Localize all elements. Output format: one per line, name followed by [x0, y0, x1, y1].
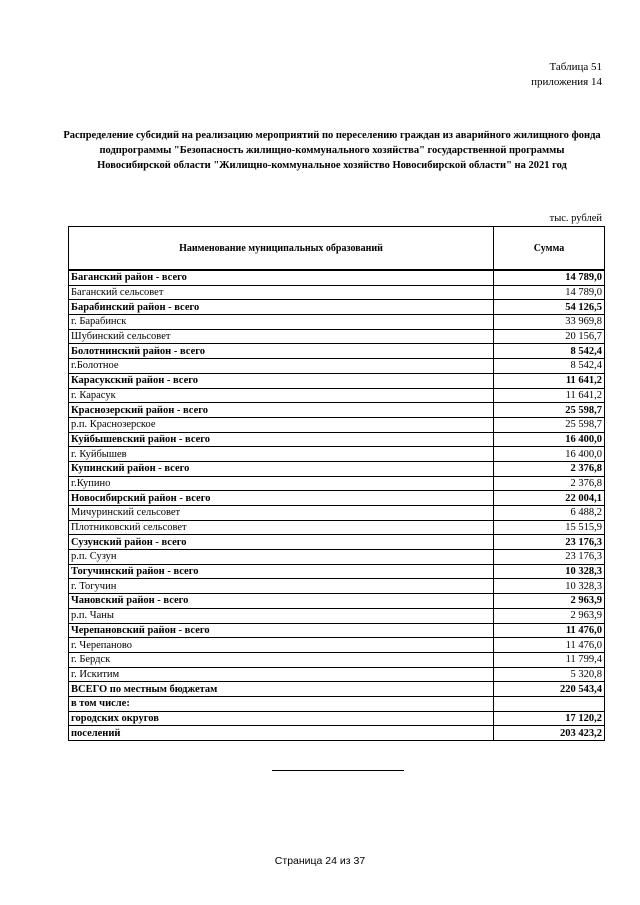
row-sum-cell: 2 376,8 — [494, 461, 605, 476]
row-name-cell: Куйбышевский район - всего — [69, 432, 494, 447]
row-name-cell: Мичуринский сельсовет — [69, 506, 494, 521]
row-name-cell: г. Барабинск — [69, 315, 494, 330]
row-name-cell: г. Тогучин — [69, 579, 494, 594]
table-row — [69, 638, 605, 653]
row-sum-cell: 11 641,2 — [494, 388, 605, 403]
row-name-cell: Плотниковский сельсовет — [69, 520, 494, 535]
divider-line — [272, 770, 404, 771]
row-sum-cell: 54 126,5 — [494, 300, 605, 315]
row-sum-cell: 25 598,7 — [494, 417, 605, 432]
row-sum-cell: 11 641,2 — [494, 373, 605, 388]
table-row — [69, 579, 605, 594]
table-row — [69, 696, 605, 711]
row-sum-cell: 11 799,4 — [494, 652, 605, 667]
table-row — [69, 564, 605, 579]
row-name-cell: г. Черепаново — [69, 638, 494, 653]
row-sum-cell: 22 004,1 — [494, 491, 605, 506]
row-name-cell: поселений — [69, 726, 494, 741]
table-row — [69, 520, 605, 535]
table-row — [69, 667, 605, 682]
row-sum-cell: 8 542,4 — [494, 359, 605, 374]
table-row — [69, 300, 605, 315]
document-title: Распределение субсидий на реализацию мероприятий по переселению граждан из аварийного жилищного фонда подпрограммы "Безопасность жилищно-коммунального хозяйства" государственной программы Новосибирской области "Жилищно-коммунальное хозяйство Новосибирской области" на 2021 год — [63, 130, 601, 171]
table-row — [69, 476, 605, 491]
row-sum-cell: 6 488,2 — [494, 506, 605, 521]
table-row — [69, 726, 605, 741]
row-name-cell: в том числе: — [69, 696, 494, 711]
row-sum-cell: 23 176,3 — [494, 535, 605, 550]
table-row — [69, 388, 605, 403]
row-sum-cell: 2 963,9 — [494, 594, 605, 609]
table-row — [69, 373, 605, 388]
table-row — [69, 491, 605, 506]
table-row — [69, 594, 605, 609]
table-row — [69, 461, 605, 476]
row-sum-cell: 10 328,3 — [494, 564, 605, 579]
row-sum-cell: 11 476,0 — [494, 638, 605, 653]
table-header-row — [69, 227, 605, 271]
row-name-cell: Карасукский район - всего — [69, 373, 494, 388]
row-name-cell: р.п. Сузун — [69, 550, 494, 565]
row-name-cell: г.Купино — [69, 476, 494, 491]
row-sum-cell: 8 542,4 — [494, 344, 605, 359]
row-name-cell: Тогучинский район - всего — [69, 564, 494, 579]
table-row — [69, 506, 605, 521]
row-sum-cell — [494, 696, 605, 711]
row-sum-cell: 14 789,0 — [494, 285, 605, 300]
row-name-cell: ВСЕГО по местным бюджетам — [69, 682, 494, 697]
row-sum-cell: 5 320,8 — [494, 667, 605, 682]
row-name-cell: г. Искитим — [69, 667, 494, 682]
row-sum-cell: 33 969,8 — [494, 315, 605, 330]
row-name-cell: р.п. Краснозерское — [69, 417, 494, 432]
table-row — [69, 447, 605, 462]
table-row — [69, 608, 605, 623]
table-row — [69, 535, 605, 550]
column-header-sum: Сумма — [494, 227, 605, 271]
table-row — [69, 270, 605, 285]
row-sum-cell: 16 400,0 — [494, 447, 605, 462]
table-row — [69, 652, 605, 667]
row-sum-cell: 2 376,8 — [494, 476, 605, 491]
row-sum-cell: 15 515,9 — [494, 520, 605, 535]
row-name-cell: Болотнинский район - всего — [69, 344, 494, 359]
subsidy-table — [68, 226, 605, 741]
row-name-cell: Баганский сельсовет — [69, 285, 494, 300]
row-name-cell: г. Карасук — [69, 388, 494, 403]
row-sum-cell: 10 328,3 — [494, 579, 605, 594]
page-number: Страница 24 из 37 — [274, 855, 366, 867]
row-name-cell: г. Бердск — [69, 652, 494, 667]
table-row — [69, 285, 605, 300]
row-name-cell: Чановский район - всего — [69, 594, 494, 609]
row-sum-cell: 17 120,2 — [494, 711, 605, 726]
table-row — [69, 403, 605, 418]
column-header-name: Наименование муниципальных образований — [69, 227, 494, 271]
units-label: тыс. рублей — [549, 213, 602, 224]
row-name-cell: Шубинский сельсовет — [69, 329, 494, 344]
row-name-cell: Краснозерский район - всего — [69, 403, 494, 418]
table-row — [69, 417, 605, 432]
table-row — [69, 623, 605, 638]
table-row — [69, 315, 605, 330]
row-sum-cell: 11 476,0 — [494, 623, 605, 638]
row-sum-cell: 16 400,0 — [494, 432, 605, 447]
row-name-cell: г.Болотное — [69, 359, 494, 374]
row-sum-cell: 25 598,7 — [494, 403, 605, 418]
appendix-number: приложения 14 — [531, 76, 602, 88]
row-sum-cell: 220 543,4 — [494, 682, 605, 697]
row-name-cell: Сузунский район - всего — [69, 535, 494, 550]
row-name-cell: р.п. Чаны — [69, 608, 494, 623]
row-sum-cell: 203 423,2 — [494, 726, 605, 741]
row-name-cell: Новосибирский район - всего — [69, 491, 494, 506]
row-sum-cell: 14 789,0 — [494, 270, 605, 285]
table-row — [69, 359, 605, 374]
table-row — [69, 329, 605, 344]
row-name-cell: Барабинский район - всего — [69, 300, 494, 315]
row-sum-cell: 2 963,9 — [494, 608, 605, 623]
table-row — [69, 550, 605, 565]
table-row — [69, 711, 605, 726]
table-reference — [531, 60, 602, 90]
row-name-cell: Купинский район - всего — [69, 461, 494, 476]
row-sum-cell: 23 176,3 — [494, 550, 605, 565]
row-name-cell: городских округов — [69, 711, 494, 726]
table-row — [69, 344, 605, 359]
table-row — [69, 432, 605, 447]
row-name-cell: г. Куйбышев — [69, 447, 494, 462]
table-row — [69, 682, 605, 697]
row-name-cell: Черепановский район - всего — [69, 623, 494, 638]
row-sum-cell: 20 156,7 — [494, 329, 605, 344]
row-name-cell: Баганский район - всего — [69, 270, 494, 285]
table-number: Таблица 51 — [549, 61, 602, 73]
